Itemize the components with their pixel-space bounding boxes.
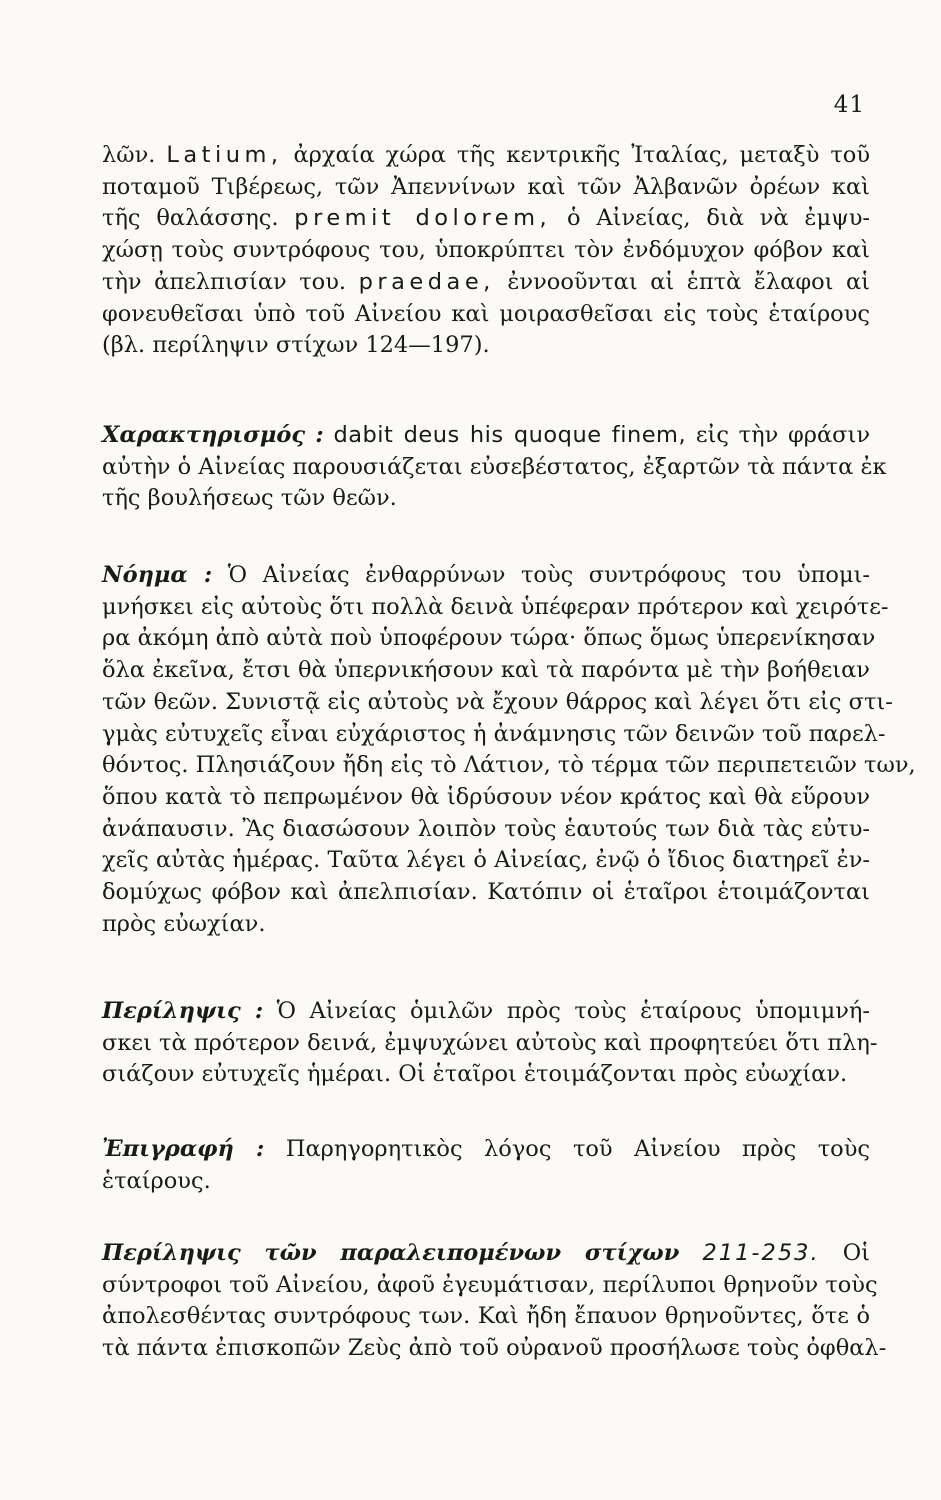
text-line: σύντροφοι τοῦ Αἰνείου, ἀφοῦ ἐγευμάτισαν, περίλυποι θρηνοῦν τοὺς bbox=[102, 1271, 878, 1298]
section-heading: Νόημα : bbox=[102, 562, 213, 588]
text-line: σιάζουν εὐτυχεῖς ἡμέραι. Οἱ ἑταῖροι ἑτοιμάζονται πρὸς εὐωχίαν. bbox=[102, 1061, 848, 1088]
text-line: λῶν. Latium, ἀρχαία χώρα τῆς κεντρικῆς Ἰταλίας, μεταξὺ τοῦ bbox=[102, 142, 871, 168]
text-line: φονευθεῖσαι ὑπὸ τοῦ Αἰνείου καὶ μοιρασθεῖσαι εἰς τοὺς ἑταίρους bbox=[102, 300, 870, 327]
text-line: ποταμοῦ Τιβέρεως, τῶν Ἀπεννίνων καὶ τῶν Ἀλβανῶν ὀρέων καὶ bbox=[102, 173, 870, 200]
text-line: (βλ. περίληψιν στίχων 124—197). bbox=[102, 332, 490, 359]
text-line: πρὸς εὐωχίαν. bbox=[102, 910, 266, 937]
noema-paragraph bbox=[102, 560, 916, 940]
section-heading: Περίληψις τῶν παραλειπομένων στίχων bbox=[102, 1240, 680, 1266]
text-line: μνήσκει εἰς αὐτοὺς ὅτι πολλὰ δεινὰ ὑπέφεραν πρότερον καὶ χειρότε- bbox=[102, 593, 889, 620]
text-line: θόντος. Πλησιάζουν ἤδη εἰς τὸ Λάτιον, τὸ τέρμα τῶν περιπετειῶν των, bbox=[102, 752, 916, 779]
text-line: τῆς θαλάσσης. premit dolorem, ὁ Αἰνείας, διὰ νὰ ἐμψυ- bbox=[102, 205, 871, 232]
section-heading: Περίληψις : bbox=[102, 998, 264, 1024]
section-heading: Χαρακτηρισμός : bbox=[102, 422, 324, 448]
text-line: Χαρακτηρισμός : dabit deus his quoque finem, εἰς τὴν φράσιν bbox=[102, 422, 870, 448]
text-line: γμὰς εὐτυχεῖς εἶναι εὐχάριστος ἡ ἀνάμνησις τῶν δεινῶν τοῦ παρελ- bbox=[102, 720, 886, 747]
latin-term: Latium, bbox=[166, 142, 283, 168]
intro-paragraph bbox=[102, 140, 870, 362]
latin-term: praedae, bbox=[358, 268, 495, 295]
verse-range: 211-253. bbox=[702, 1240, 820, 1266]
text-line: τῆς βουλήσεως τῶν θεῶν. bbox=[102, 485, 397, 512]
page-number: 41 bbox=[833, 92, 865, 118]
text-line: ἑταίρους. bbox=[102, 1167, 211, 1194]
section-heading: Ἐπιγραφή : bbox=[102, 1136, 265, 1162]
text-line: δομύχως φόβον καὶ ἀπελπισίαν. Κατόπιν οἱ ἑταῖροι ἑτοιμάζονται bbox=[102, 879, 870, 906]
text-line: Νόημα : Ὁ Αἰνείας ἐνθαρρύνων τοὺς συντρόφους του ὑπομι- bbox=[102, 562, 870, 588]
perilipsis-paragraph bbox=[102, 996, 878, 1091]
text-line: αὐτὴν ὁ Αἰνείας παρουσιάζεται εὐσεβέστατος, ἐξαρτῶν τὰ πάντα ἐκ bbox=[102, 453, 887, 480]
epigraphe-paragraph bbox=[102, 1134, 870, 1197]
text-line: τὰ πάντα ἐπισκοπῶν Ζεὺς ἀπὸ τοῦ οὐρανοῦ προσήλωσε τοὺς ὀφθαλ- bbox=[102, 1335, 887, 1362]
text-line: ὅλα ἐκεῖνα, ἔτσι θὰ ὑπερνικήσουν καὶ τὰ παρόντα μὲ τὴν βοήθειαν bbox=[102, 657, 870, 684]
text-line: ἀπολεσθέντας συντρόφους των. Καὶ ἤδη ἔπαυον θρηνοῦντες, ὅτε ὁ bbox=[102, 1303, 870, 1330]
text-line: χώσῃ τοὺς συντρόφους του, ὑποκρύπτει τὸν ἐνδόμυχον φόβον καὶ bbox=[102, 237, 870, 264]
latin-quote: dabit deus his quoque finem, bbox=[333, 422, 687, 448]
text-line: Περίληψις : Ὁ Αἰνείας ὁμιλῶν πρὸς τοὺς ἑταίρους ὑπομιμνή- bbox=[102, 998, 870, 1024]
text-line: ρα ἀκόμη ἀπὸ αὐτὰ ποὺ ὑποφέρουν τώρα· ὅπως ὅμως ὑπερενίκησαν bbox=[102, 625, 876, 652]
text-line: σκει τὰ πρότερον δεινά, ἐμψυχώνει αὐτοὺς καὶ προφητεύει ὅτι πλη- bbox=[102, 1029, 878, 1056]
text-line: ἀνάπαυσιν. Ἂς διασώσουν λοιπὸν τοὺς ἑαυτούς των διὰ τὰς εὐτυ- bbox=[102, 815, 870, 842]
text-line: ὅπου κατὰ τὸ πεπρωμένον θὰ ἱδρύσουν νέον κράτος καὶ θὰ εὕρουν bbox=[102, 783, 870, 810]
text-line: χεῖς αὐτὰς ἡμέρας. Ταῦτα λέγει ὁ Αἰνείας, ἐνῷ ὁ ἴδιος διατηρεῖ ἐν- bbox=[102, 847, 870, 874]
text-line: Ἐπιγραφή : Παρηγορητικὸς λόγος τοῦ Αἰνείου πρὸς τοὺς bbox=[102, 1136, 870, 1162]
text-line: τῶν θεῶν. Συνιστᾷ εἰς αὐτοὺς νὰ ἔχουν θάρρος καὶ λέγει ὅτι εἰς στι- bbox=[102, 688, 893, 715]
omitted-verses-paragraph bbox=[102, 1238, 887, 1365]
text-line: Περίληψις τῶν παραλειπομένων στίχων 211-253. Οἱ bbox=[102, 1240, 870, 1266]
characterization-paragraph bbox=[102, 420, 887, 515]
text-line: τὴν ἀπελπισίαν του. praedae, ἐννοοῦνται αἱ ἑπτὰ ἔλαφοι αἱ bbox=[102, 268, 871, 295]
latin-term: premit dolorem, bbox=[294, 205, 552, 232]
